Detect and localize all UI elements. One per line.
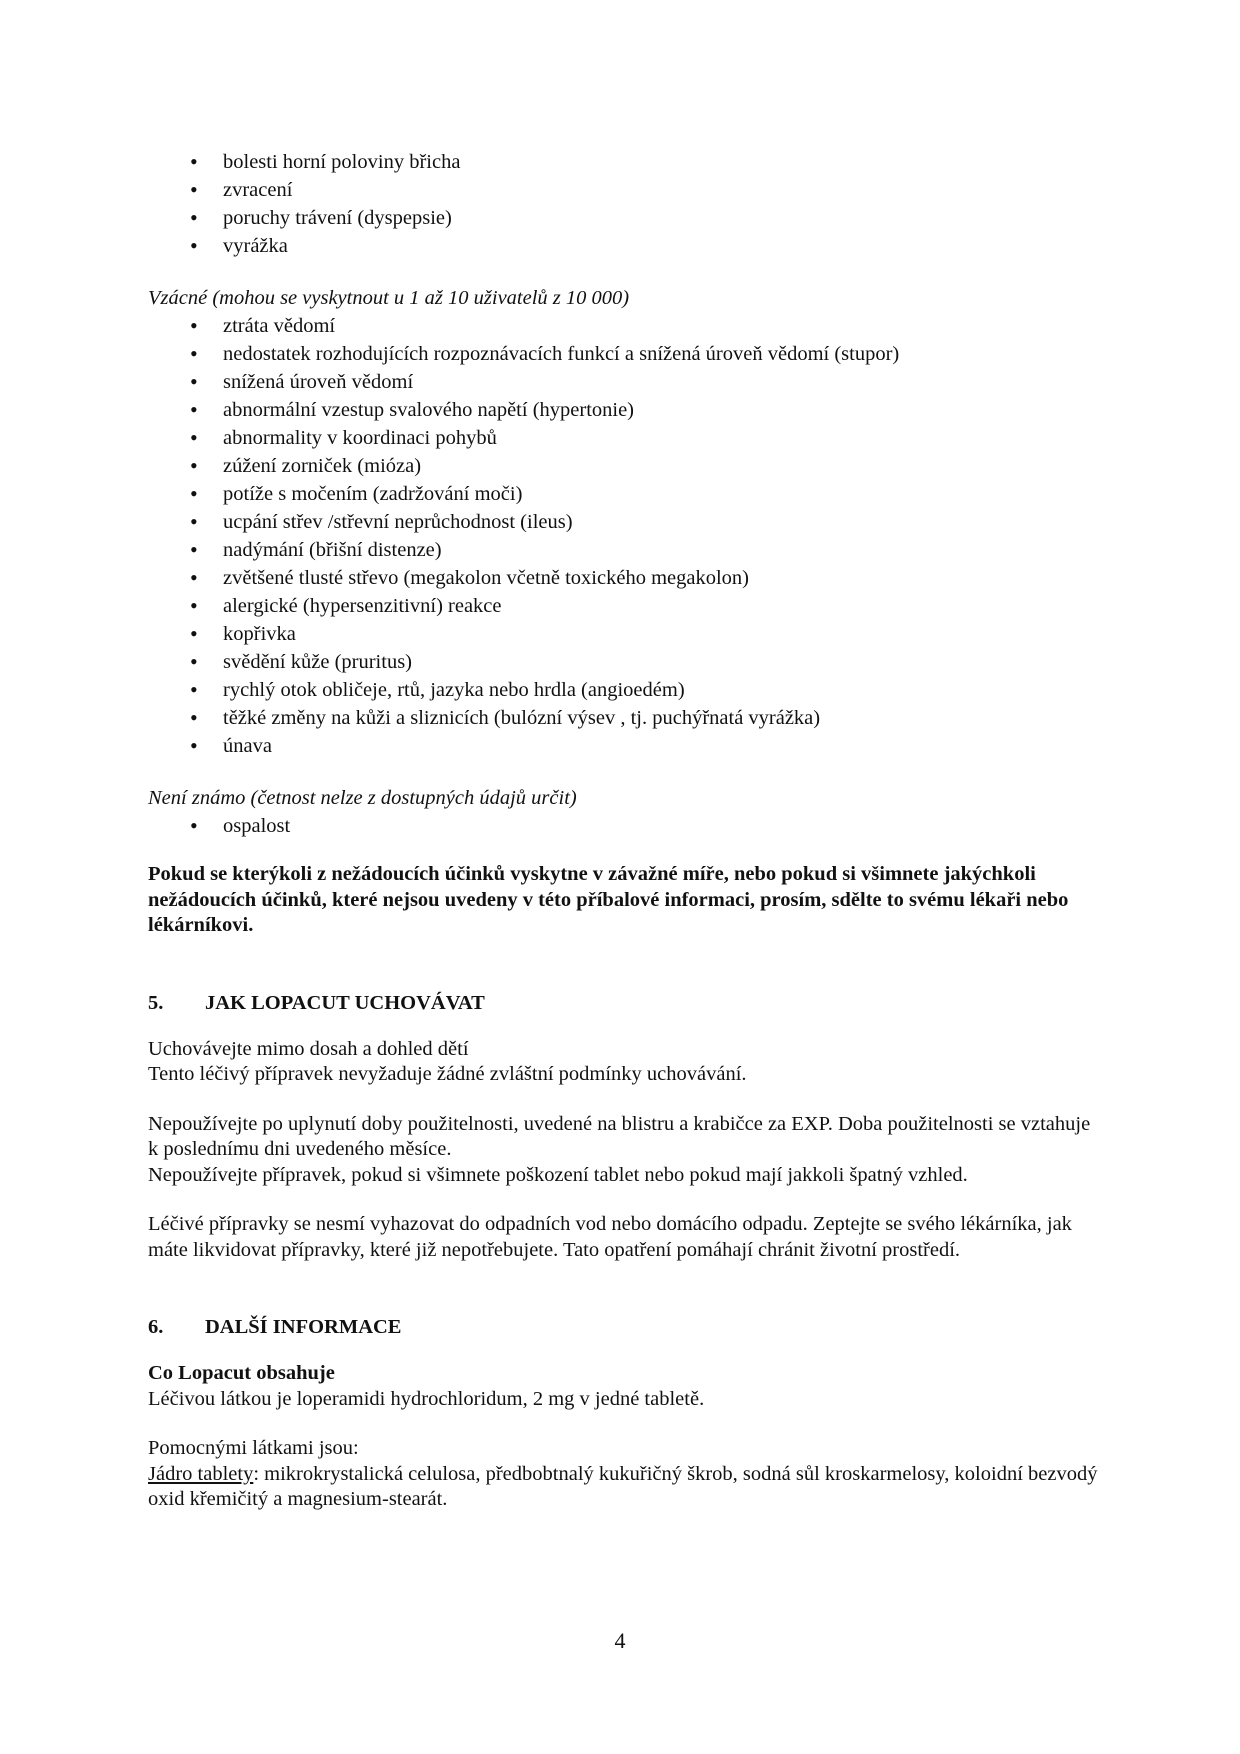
section-title: DALŠÍ INFORMACE	[205, 1316, 402, 1338]
expiry-paragraph: Nepoužívejte po uplynutí doby použitelnosti, uvedené na blistru a krabičce za EXP. Doba použitelnosti se vztahuje k poslednímu dni uvedeného měsíce.	[148, 1112, 1091, 1160]
list-item: • ospalost	[148, 812, 1098, 840]
tablet-core-label: Jádro tablety	[148, 1462, 254, 1485]
rare-heading: Vzácné (mohou se vyskytnout u 1 až 10 uživatelů z 10 000)	[148, 287, 630, 309]
section-5-heading	[148, 989, 1098, 1017]
section-number: 6.	[148, 1316, 164, 1338]
storage-line-2: Tento léčivý přípravek nevyžaduje žádné zvláštní podmínky uchovávání.	[148, 1063, 747, 1085]
list-item: • únava	[148, 732, 1098, 760]
warning-paragraph: Pokud se kterýkoli z nežádoucích účinků vyskytne v závažné míře, nebo pokud si všimnete jakýchkoli nežádoucích účinků, které nejsou uvedeny v této příbalové informaci, prosím, sdělte to svému lékaři nebo lékárníkovi.	[148, 863, 1069, 936]
section-title: JAK LOPACUT UCHOVÁVAT	[205, 991, 485, 1014]
list-item: • potíže s močením (zadržování moči)	[148, 480, 1098, 508]
list-item: • zvětšené tlusté střevo (megakolon včetně toxického megakolon)	[148, 564, 1098, 592]
document-page	[148, 148, 1098, 1513]
list-item: • alergické (hypersenzitivní) reakce	[148, 592, 1098, 620]
page-number: 4	[614, 1628, 626, 1653]
tablet-core-paragraph	[148, 1462, 1098, 1513]
list-item: • ztráta vědomí	[148, 312, 1098, 340]
list-item: • bolesti horní poloviny břicha	[148, 148, 1098, 176]
section-number: 5.	[148, 991, 164, 1014]
list-item: • nedostatek rozhodujících rozpoznávacích funkcí a snížená úroveň vědomí (stupor)	[148, 340, 1098, 368]
section-6-heading	[148, 1313, 1098, 1341]
rare-side-effects-list	[148, 312, 1098, 760]
list-item: • abnormální vzestup svalového napětí (hypertonie)	[148, 396, 1098, 424]
list-item: • rychlý otok obličeje, rtů, jazyka nebo hrdla (angioedém)	[148, 676, 1098, 704]
list-item: • ucpání střev /střevní neprůchodnost (ileus)	[148, 508, 1098, 536]
unknown-heading: Není známo (četnost nelze z dostupných údajů určit)	[148, 787, 577, 809]
list-item: • těžké změny na kůži a sliznicích (bulózní výsev , tj. puchýřnatá vyrážka)	[148, 704, 1098, 732]
list-item: • svědění kůže (pruritus)	[148, 648, 1098, 676]
list-item: • vyrážka	[148, 232, 1098, 260]
list-item: • zúžení zorniček (mióza)	[148, 452, 1098, 480]
list-item: • poruchy trávení (dyspepsie)	[148, 204, 1098, 232]
excipients-label: Pomocnými látkami jsou:	[148, 1437, 359, 1459]
list-item: • nadýmání (břišní distenze)	[148, 536, 1098, 564]
appearance-paragraph: Nepoužívejte přípravek, pokud si všimnete poškození tablet nebo pokud mají jakkoli špatný vzhled.	[148, 1163, 968, 1186]
disposal-paragraph: Léčivé přípravky se nesmí vyhazovat do odpadních vod nebo domácího odpadu. Zeptejte se svého lékárníka, jak máte likvidovat přípravky, které již nepotřebujete. Tato opatření pomáhají chránit životní prostředí.	[148, 1213, 1072, 1261]
side-effects-list-top	[148, 148, 1098, 260]
list-item: • kopřivka	[148, 620, 1098, 648]
list-item: • abnormality v koordinaci pohybů	[148, 424, 1098, 452]
list-item: • zvracení	[148, 176, 1098, 204]
list-item: • snížená úroveň vědomí	[148, 368, 1098, 396]
storage-line-1: Uchovávejte mimo dosah a dohled dětí	[148, 1037, 469, 1060]
tablet-core-text: : mikrokrystalická celulosa, předbobtnalý kukuřičný škrob, sodná sůl kroskarmelosy, koloidní bezvodý oxid křemičitý a magnesium-stearát.	[148, 1462, 1098, 1510]
unknown-side-effects-list	[148, 812, 1098, 840]
active-substance: Léčivou látkou je loperamidi hydrochloridum, 2 mg v jedné tabletě.	[148, 1387, 705, 1410]
contents-subheading: Co Lopacut obsahuje	[148, 1362, 335, 1384]
